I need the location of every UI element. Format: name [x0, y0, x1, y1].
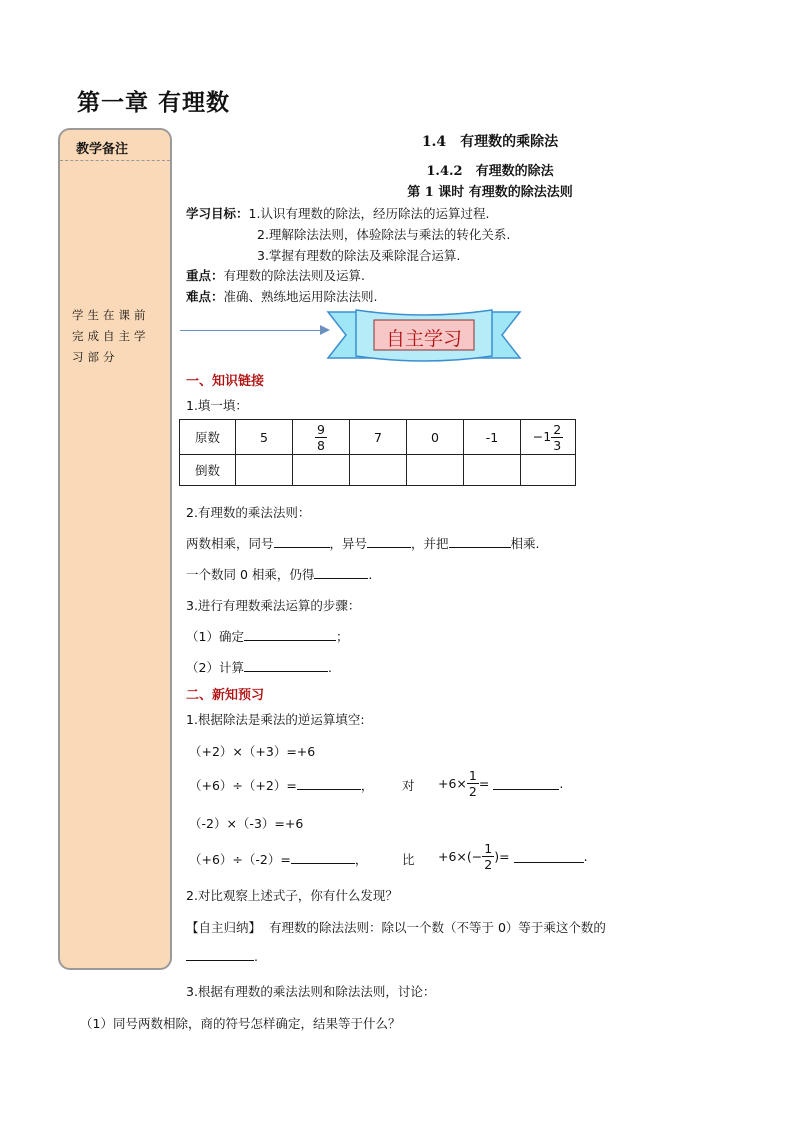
text: +6×(− — [438, 849, 483, 864]
table-cell — [293, 420, 350, 455]
answer-blank[interactable] — [367, 535, 411, 548]
part1-q1: 1.填一填： — [186, 398, 248, 413]
text: 相乘. — [510, 536, 540, 551]
summary-line — [186, 918, 606, 936]
part1-q3-step2 — [186, 658, 332, 676]
text: 一个数同 0 相乘，仍得 — [186, 567, 315, 582]
answer-blank[interactable] — [449, 535, 511, 548]
reciprocal-table — [179, 419, 576, 486]
sidebar-panel — [58, 128, 172, 970]
text: +6× — [438, 776, 467, 791]
subsection-title: 1.4.2 有理数的除法 — [426, 164, 554, 179]
text: （+6）÷（+2）= — [189, 778, 297, 793]
table-cell: 0 — [407, 420, 464, 455]
answer-blank[interactable] — [291, 851, 355, 864]
text: （+6）÷（-2）= — [189, 852, 291, 867]
answer-blank[interactable] — [514, 850, 584, 863]
whole-part: −1 — [532, 428, 552, 444]
summary-text: 有理数的除法法则：除以一个数（不等于 0）等于乘这个数的 — [268, 920, 606, 935]
answer-cell[interactable] — [350, 455, 407, 486]
table-cell — [521, 420, 576, 455]
table-row — [180, 455, 576, 486]
difficulty-line — [186, 287, 378, 305]
objectives-line-1 — [186, 204, 489, 222]
equation-4 — [189, 850, 367, 868]
summary-blank-line — [186, 948, 258, 964]
answer-blank[interactable] — [314, 566, 368, 579]
text: （1）确定 — [186, 629, 244, 644]
objective-item: 1.认识有理数的除法，经历除法的运算过程. — [248, 206, 490, 221]
focus-label: 重点： — [186, 268, 224, 283]
table-cell-label: 原数 — [180, 420, 236, 455]
section-title: 1.4 有理数的乘除法 — [421, 134, 559, 150]
answer-cell[interactable] — [407, 455, 464, 486]
numerator: 2 — [553, 421, 562, 437]
text: . — [559, 776, 564, 791]
text: . — [327, 660, 332, 675]
text: （2）计算 — [186, 660, 244, 675]
answer-blank[interactable] — [244, 628, 336, 641]
focus-line — [186, 266, 365, 284]
part2-heading: 二、新知预习 — [186, 688, 265, 703]
denominator: 2 — [484, 857, 493, 872]
numerator: 1 — [484, 841, 493, 856]
compare-word: 比 — [402, 852, 415, 867]
equation-2-right — [438, 768, 563, 799]
text: . — [254, 949, 258, 964]
text: . — [368, 567, 373, 582]
lesson-title: 第 1 课时 有理数的除法法则 — [407, 185, 573, 200]
part1-q3-step1 — [186, 627, 348, 645]
banner-text: 自主学习 — [385, 328, 462, 350]
text: ，并把 — [411, 536, 449, 551]
numerator: 9 — [317, 421, 325, 437]
denominator: 2 — [468, 784, 477, 799]
equation-3: （-2）×（-3）=+6 — [189, 816, 304, 831]
table-row — [180, 420, 576, 455]
difficulty-text: 准确、熟练地运用除法法则. — [223, 289, 378, 304]
denominator: 8 — [317, 437, 325, 453]
answer-cell[interactable] — [293, 455, 350, 486]
equation-2 — [189, 776, 373, 794]
text: ， — [360, 778, 374, 793]
answer-blank[interactable] — [493, 777, 559, 790]
answer-blank[interactable] — [274, 535, 330, 548]
part2-q3: 3.根据有理数的乘法法则和除法法则，讨论： — [186, 984, 436, 999]
answer-cell[interactable] — [521, 455, 576, 486]
text: . — [583, 849, 588, 864]
text: )= — [494, 849, 510, 864]
table-cell: 5 — [236, 420, 293, 455]
focus-text: 有理数的除法法则及运算. — [223, 268, 365, 283]
text: 两数相乘，同号 — [186, 536, 274, 551]
part1-q2-line1 — [186, 534, 540, 552]
objective-item: 3.掌握有理数的除法及乘除混合运算. — [257, 248, 461, 263]
fraction — [482, 841, 494, 872]
sidebar-title: 教学备注 — [76, 142, 129, 157]
part2-q3-1: （1）同号两数相除，商的符号怎样确定，结果等于什么？ — [80, 1016, 401, 1031]
arrow-line — [180, 330, 328, 331]
fraction — [315, 422, 327, 453]
answer-blank[interactable] — [186, 948, 254, 961]
compare-word: 对 — [402, 778, 415, 793]
part1-q2-line2 — [186, 565, 372, 583]
table-cell: 7 — [350, 420, 407, 455]
fraction — [551, 422, 563, 453]
equation-1: （+2）×（+3）=+6 — [189, 744, 316, 759]
part1-heading: 一、知识链接 — [186, 374, 265, 389]
table-cell: -1 — [464, 420, 521, 455]
denominator: 3 — [553, 437, 562, 453]
answer-blank[interactable] — [297, 777, 361, 790]
text: = — [478, 776, 490, 791]
objectives-label: 学习目标： — [186, 206, 249, 221]
numerator: 1 — [468, 768, 477, 783]
summary-label: 【自主归纳】 — [186, 920, 262, 935]
part1-q3: 3.进行有理数乘法运算的步骤： — [186, 598, 361, 613]
text: ，异号 — [329, 536, 368, 551]
fraction — [467, 768, 479, 799]
table-cell-label: 倒数 — [180, 455, 236, 486]
answer-cell[interactable] — [236, 455, 293, 486]
part1-q2: 2.有理数的乘法法则： — [186, 505, 311, 520]
answer-blank[interactable] — [244, 659, 328, 672]
text: ； — [335, 629, 349, 644]
sidebar-note: 学生在课前完成自主学习部分 — [72, 308, 150, 364]
difficulty-label: 难点： — [186, 289, 224, 304]
part2-q2: 2.对比观察上述式子，你有什么发现？ — [186, 888, 398, 903]
part2-q1: 1.根据除法是乘法的逆运算填空: — [186, 712, 365, 727]
chapter-title: 第一章 有理数 — [77, 90, 231, 116]
objective-item: 2.理解除法法则，体验除法与乘法的转化关系. — [257, 227, 511, 242]
answer-cell[interactable] — [464, 455, 521, 486]
text: ， — [354, 852, 368, 867]
equation-4-right — [438, 841, 588, 872]
